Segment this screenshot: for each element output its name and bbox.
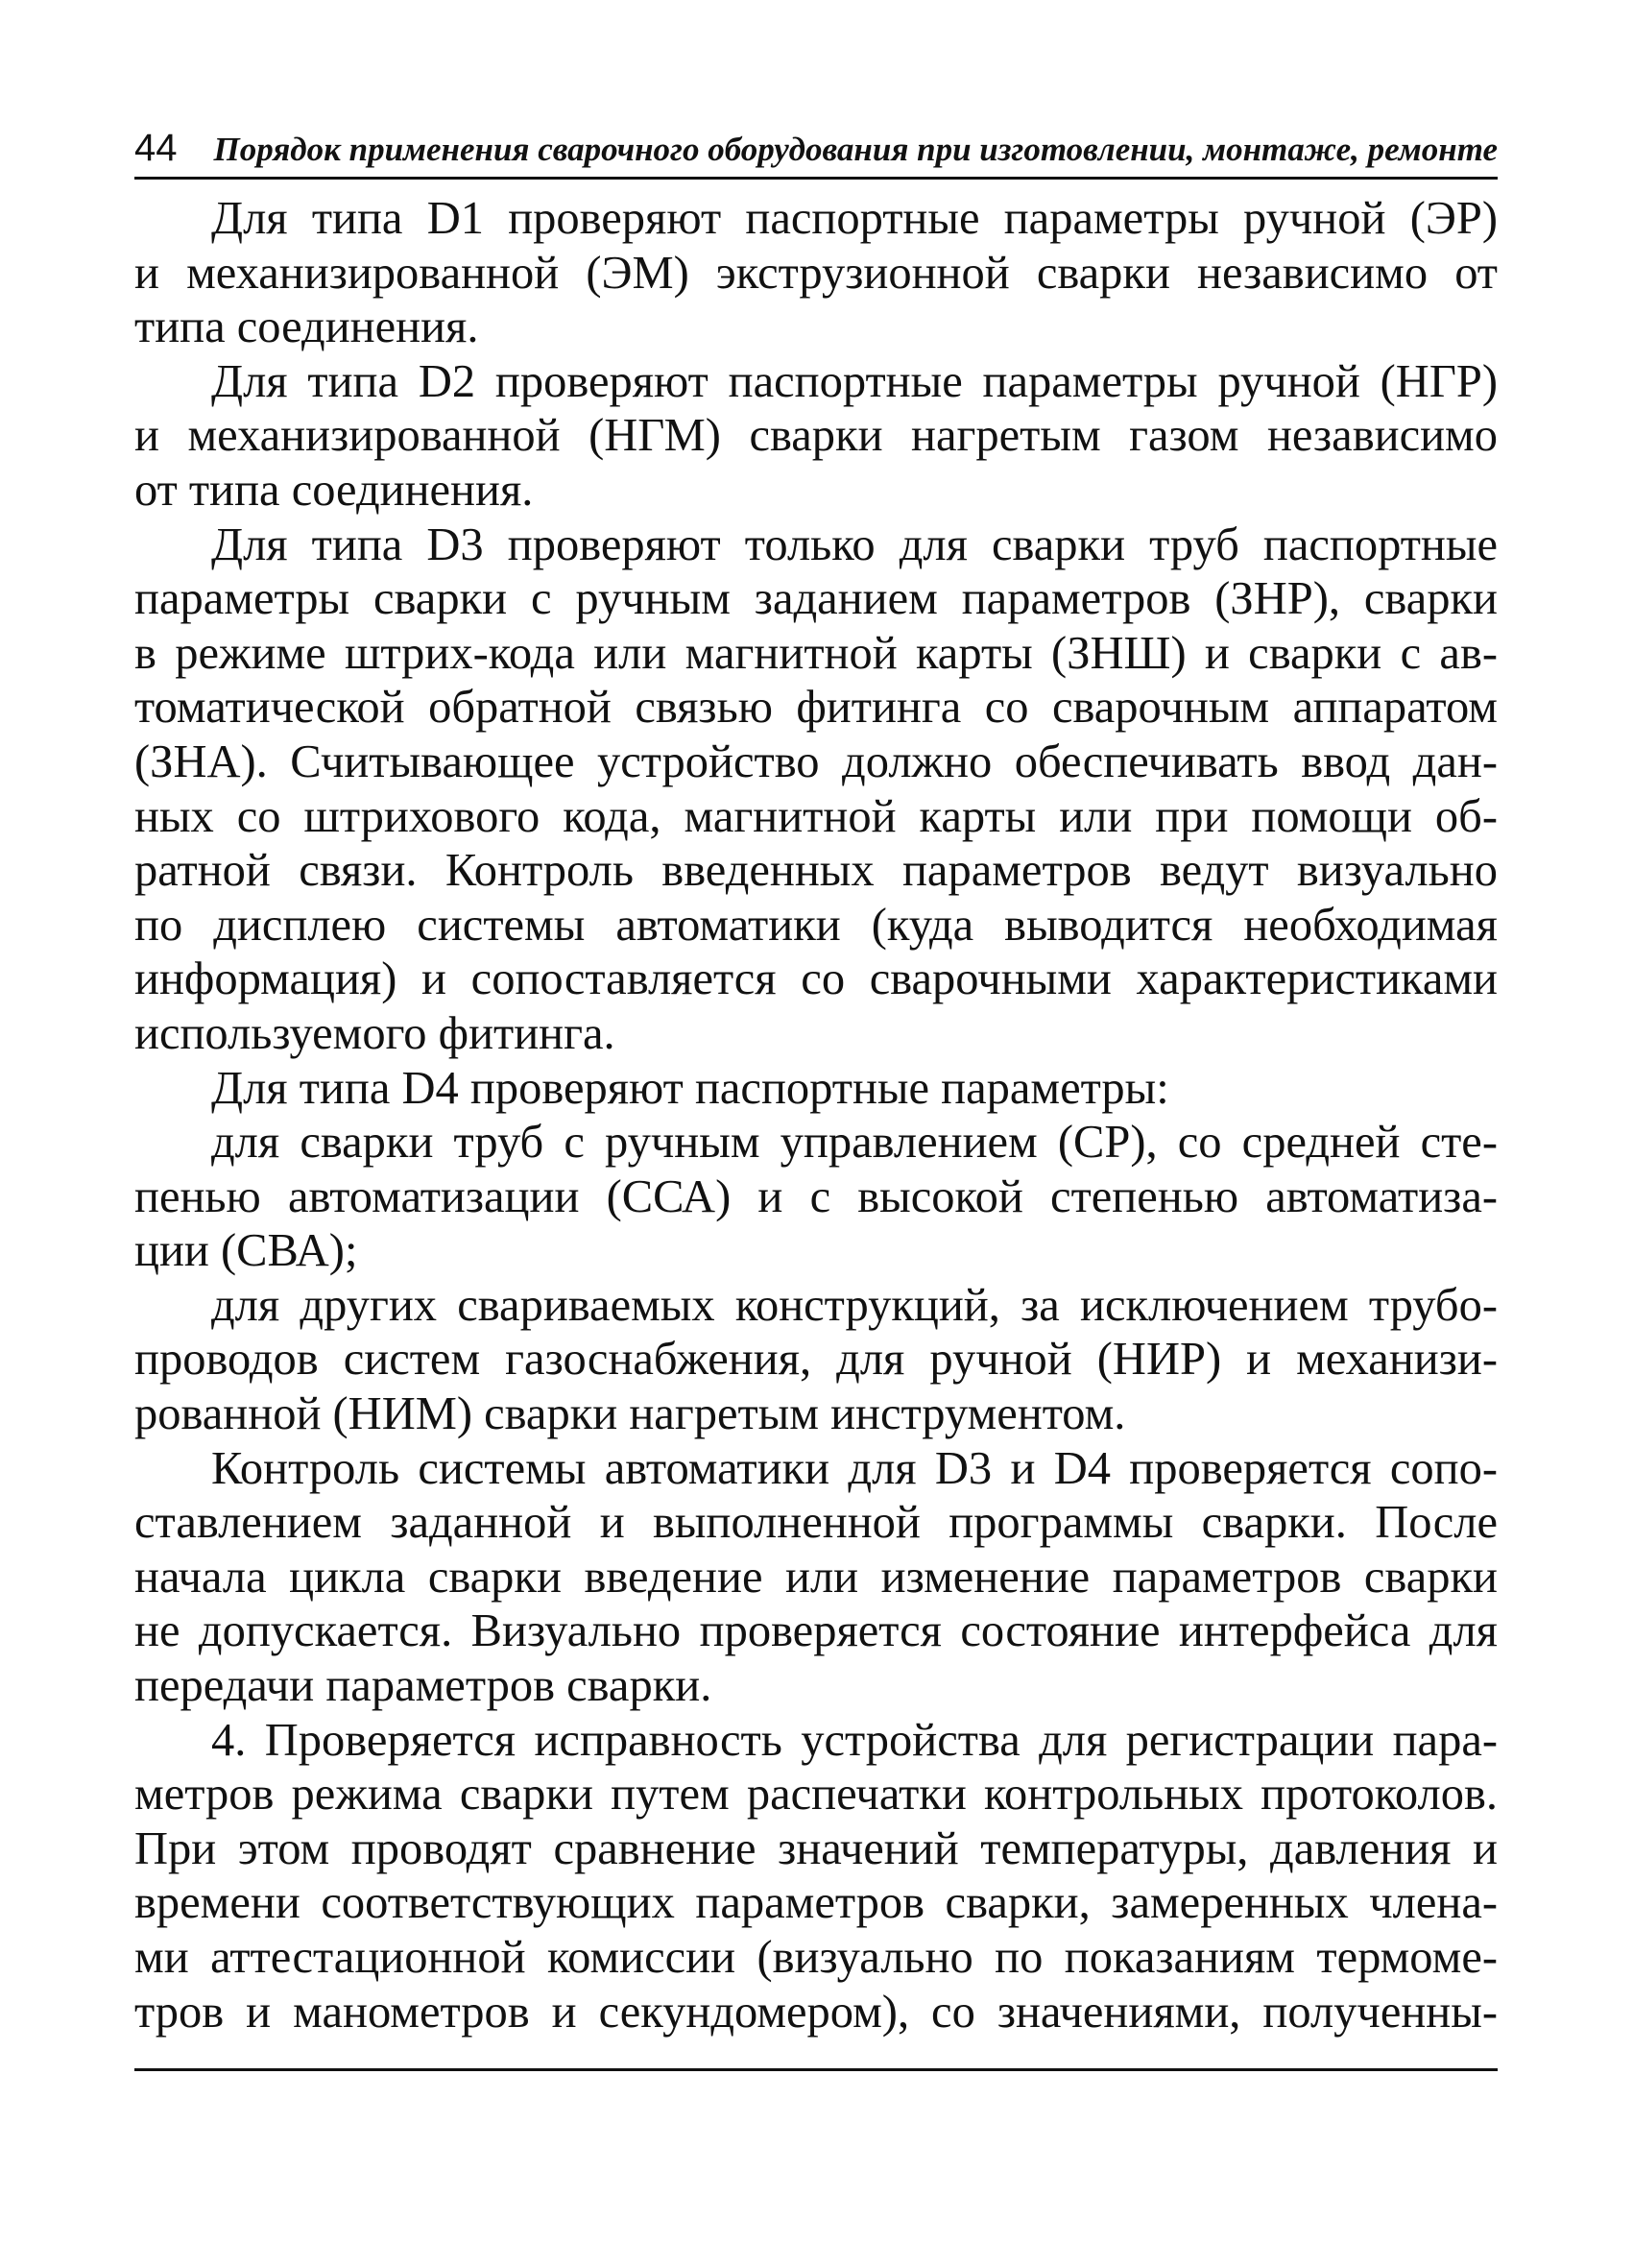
text-line: ратной связи. Контроль введенных параметров ведут визуально	[134, 845, 1498, 897]
text-line: Для типа D2 проверяют паспортные параметры ручной (НГР)	[211, 355, 1498, 407]
text-line: в режиме штрих-кода или магнитной карты (ЗНШ) и сварки с ав-	[134, 627, 1498, 679]
text-line: передачи параметров сварки.	[134, 1660, 712, 1712]
running-title: Порядок применения сварочного оборудования при изготовлении, монтаже, ремонте	[213, 131, 1498, 168]
text-line: по дисплею системы автоматики (куда выводится необходимая	[134, 899, 1498, 951]
text-line: информация) и сопоставляется со сварочными характеристиками	[134, 953, 1498, 1005]
body-text	[134, 192, 1498, 2039]
text-line: Для типа D3 проверяют только для сварки труб паспортные	[211, 519, 1498, 570]
text-line: времени соответствующих параметров сварки, замеренных члена-	[134, 1877, 1498, 1929]
text-line: рованной (НИМ) сварки нагретым инструментом.	[134, 1388, 1126, 1440]
text-line: и механизированной (ЭМ) экструзионной сварки независимо от	[134, 247, 1498, 299]
page-header	[134, 123, 1498, 180]
text-line: для других свариваемых конструкций, за исключением трубо-	[211, 1279, 1498, 1331]
text-line: тров и манометров и секундомером), со значениями, полученны-	[134, 1986, 1498, 2038]
text-line: ми аттестационной комиссии (визуально по показаниям термоме-	[134, 1932, 1498, 1983]
text-line: пенью автоматизации (ССА) и с высокой степенью автоматиза-	[134, 1170, 1498, 1222]
footer-rule	[134, 2068, 1498, 2071]
text-line: При этом проводят сравнение значений температуры, давления и	[134, 1822, 1498, 1874]
page-number: 44	[134, 127, 178, 169]
text-line: проводов систем газоснабжения, для ручной (НИР) и механизи-	[134, 1334, 1498, 1386]
text-line: для сварки труб с ручным управлением (СР), со средней сте-	[211, 1117, 1498, 1169]
text-line: ставлением заданной и выполненной программы сварки. После	[134, 1497, 1498, 1549]
text-line: Для типа D4 проверяют паспортные параметры:	[211, 1062, 1169, 1114]
text-line: томатической обратной связью фитинга со сварочным аппаратом	[134, 682, 1498, 734]
text-line: ции (СВА);	[134, 1225, 358, 1277]
text-line: метров режима сварки путем распечатки контрольных протоколов.	[134, 1769, 1498, 1821]
text-line: типа соединения.	[134, 302, 479, 353]
text-line: Для типа D1 проверяют паспортные параметры ручной (ЭР)	[211, 193, 1498, 244]
text-line: от типа соединения.	[134, 464, 534, 516]
text-line: (ЗНА). Считывающее устройство должно обеспечивать ввод дан-	[134, 736, 1498, 787]
text-line: и механизированной (НГМ) сварки нагретым газом независимо	[134, 410, 1498, 462]
text-line: начала цикла сварки введение или изменение параметров сварки	[134, 1551, 1498, 1603]
text-line: Контроль системы автоматики для D3 и D4 проверяется сопо-	[211, 1442, 1498, 1494]
text-line: ных со штрихового кода, магнитной карты или при помощи об-	[134, 790, 1498, 842]
text-line: не допускается. Визуально проверяется состояние интерфейса для	[134, 1605, 1498, 1657]
text-line: используемого фитинга.	[134, 1007, 615, 1059]
text-line: 4. Проверяется исправность устройства для регистрации пара-	[211, 1714, 1498, 1766]
text-line: параметры сварки с ручным заданием параметров (ЗНР), сварки	[134, 573, 1498, 625]
